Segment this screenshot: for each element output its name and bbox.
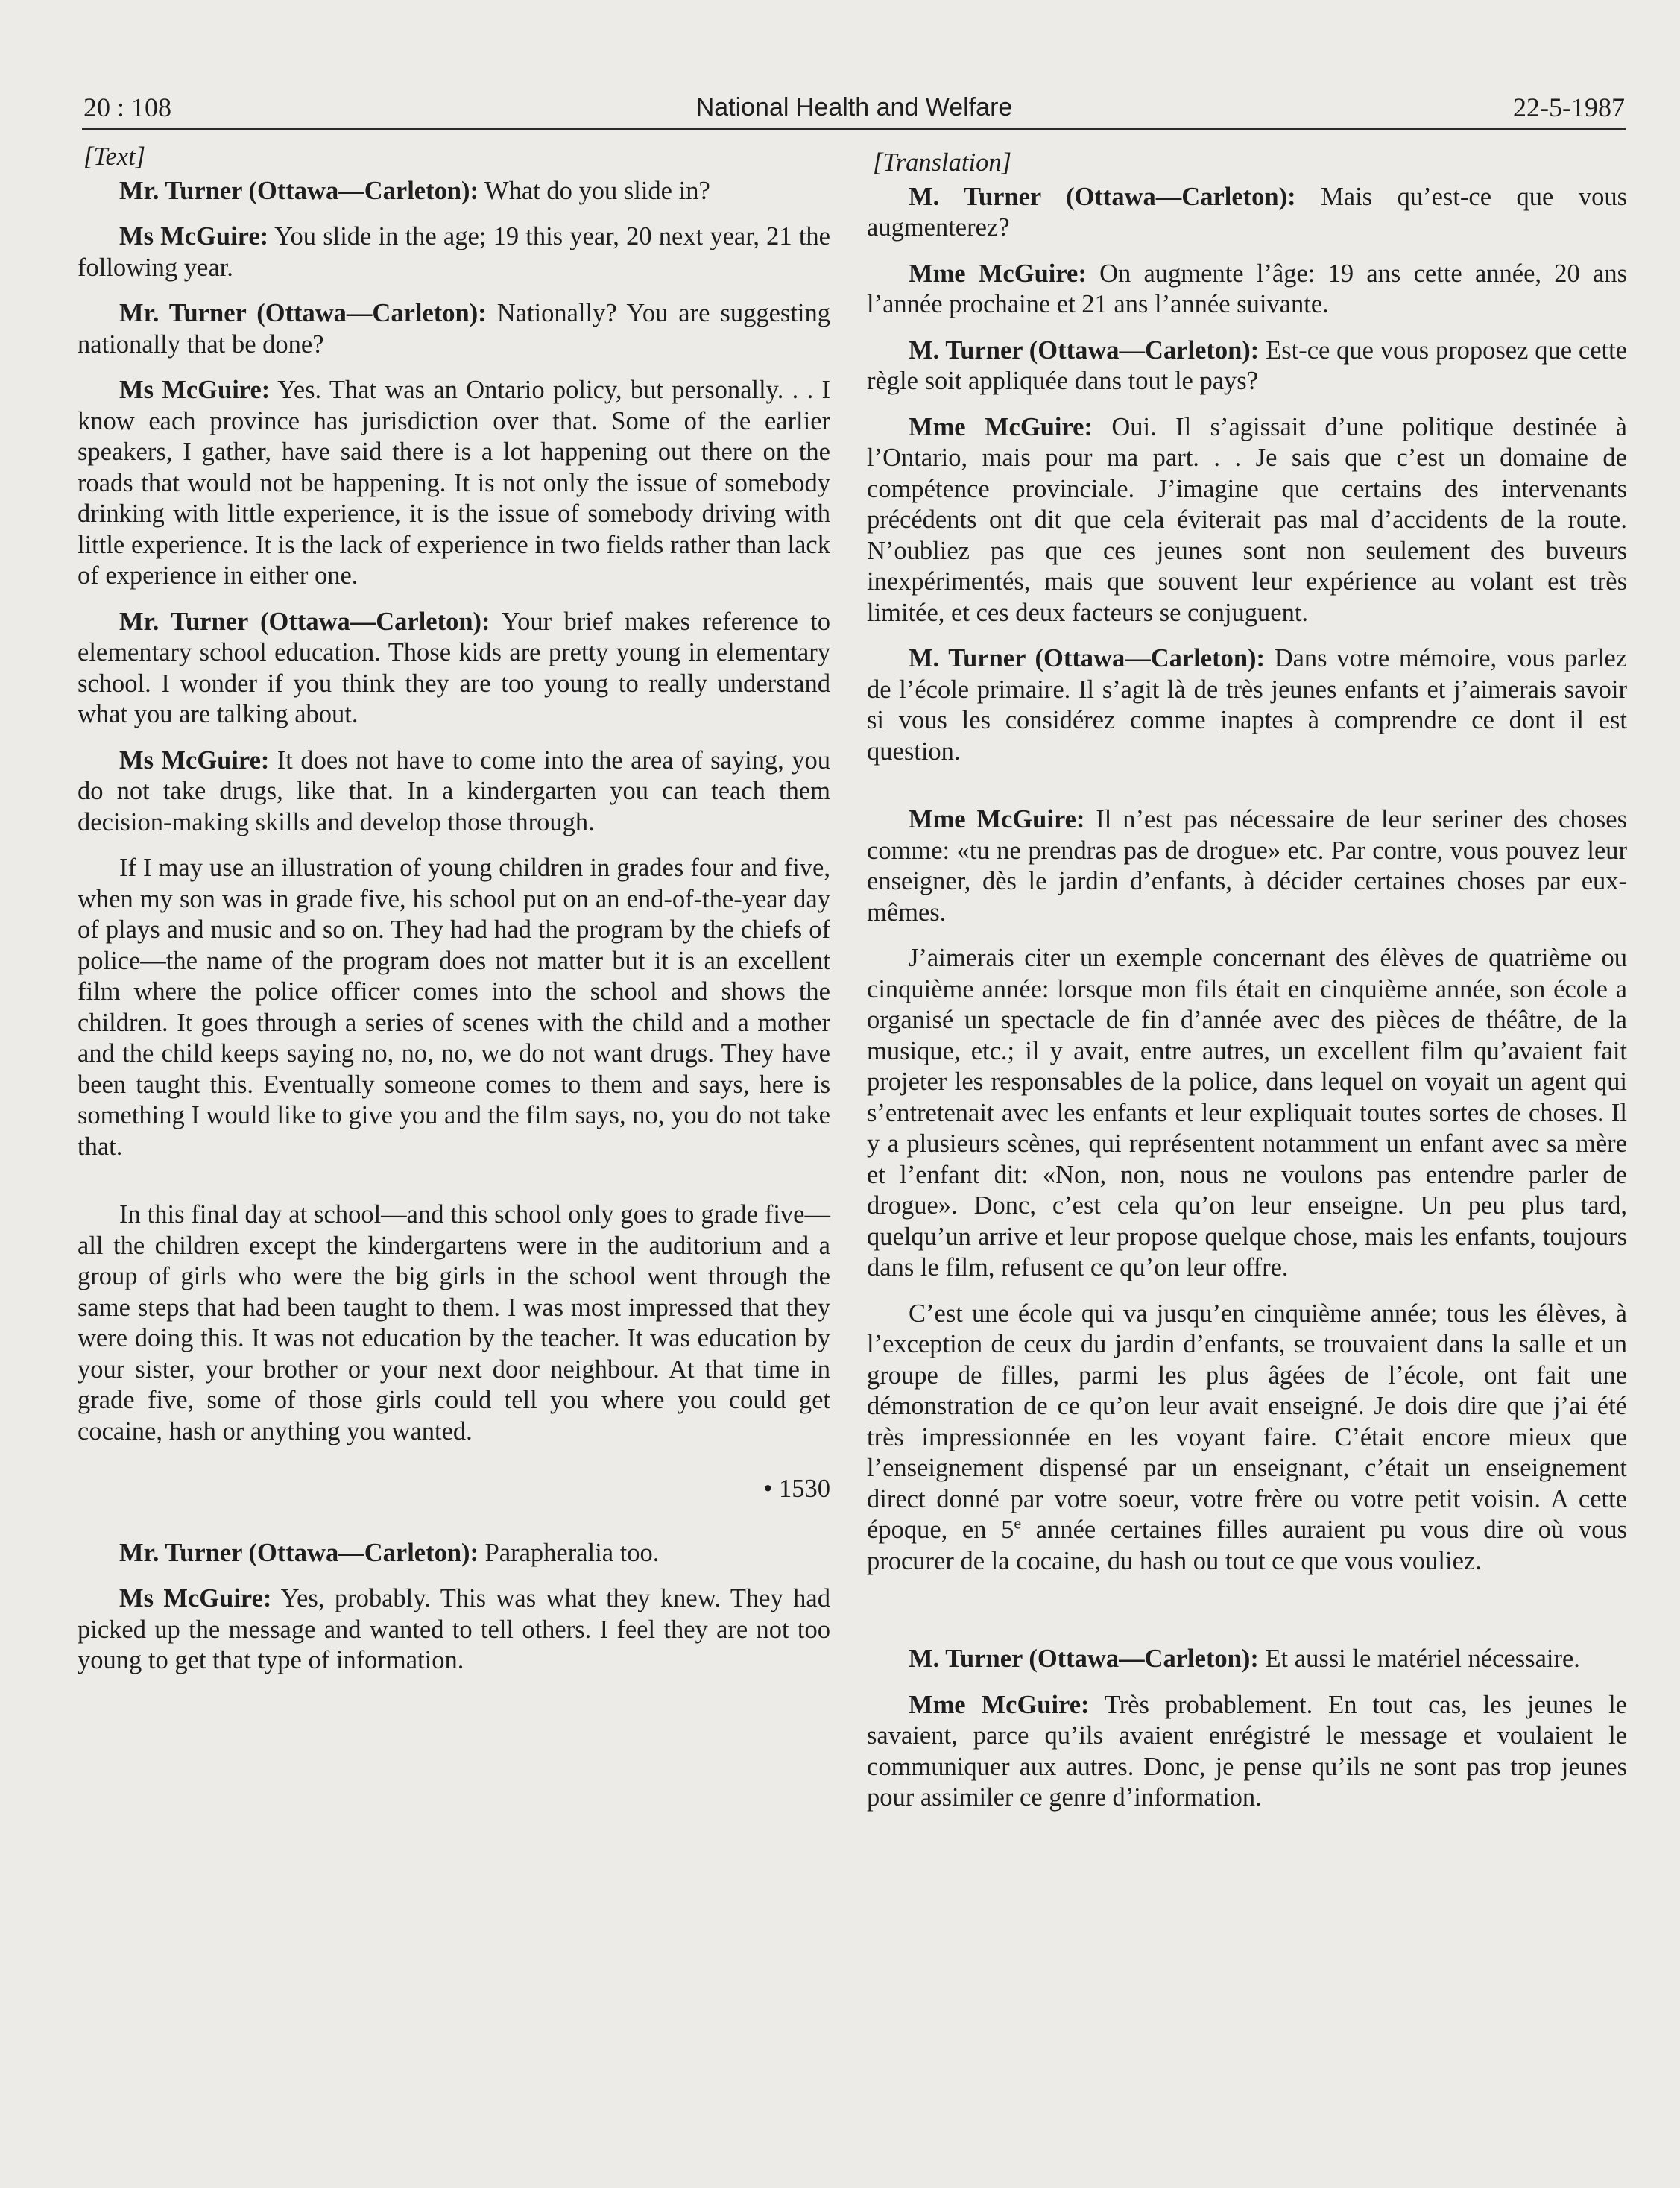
transcript-turn xyxy=(78,1583,830,1677)
paragraph-ecole-part-2: année certaines filles auraient pu vous dire où vous procurer de la cocaine, du hash ou tout ce que vous vouliez. xyxy=(867,1516,1627,1575)
turn-text: Très probablement. En tout cas, les jeunes le savaient, parce qu’ils avaient enrégistré le message et voulaient le communiquer aux autres. Donc, je pense qu’ils ne sont pas trop jeunes pour assimiler ce genre d’information. xyxy=(867,1690,1627,1812)
transcript-turn xyxy=(78,607,830,731)
paragraph-ecole xyxy=(867,1299,1627,1577)
speaker-name: Mme McGuire: xyxy=(909,805,1085,833)
page-header xyxy=(82,75,1626,130)
transcript-turn xyxy=(867,182,1627,244)
speaker-name: Ms McGuire: xyxy=(119,376,271,404)
turn-text: On augmente l’âge: 19 ans cette année, 20 ans l’année prochaine et 21 ans l’année suivante. xyxy=(867,259,1627,318)
speaker-name: Mr. Turner (Ottawa—Carleton): xyxy=(119,1538,479,1567)
turn-text: Dans votre mémoire, vous parlez de l’école primaire. Il s’agit là de très jeunes enfants et j’aimerais savoir si vous les considérez comme inaptes à comprendre ce dont il est question. xyxy=(867,644,1627,766)
speaker-name: Mme McGuire: xyxy=(909,259,1087,288)
paragraph-exemple: J’aimerais citer un exemple concernant des élèves de quatrième ou cinquième année: lorsque mon fils était en cinquième année, son école a organisé un spectacle de fin d’année avec des pièces de théâtre, de la musique, etc.; il y avait, entre autres, un excellent film qu’avaient fait projeter les responsables de la police, dans lequel on voyait un agent qui s’entretenait avec les enfants et leur expliquait toutes sortes de choses. Il y a plusieurs scènes, qui représentent notamment un enfant avec sa mère et l’enfant dit: «Non, non, nous ne voulons pas entendre parler de drogue». Donc, c’est cela qu’on leur enseigne. Un peu plus tard, quelqu’un arrive et leur propose quelque chose, mais les enfants, toujours dans le film, refusent ce qu’on leur offre. xyxy=(867,944,1627,1281)
transcript-turn xyxy=(78,298,830,360)
turn-text: Oui. Il s’agissait d’une politique destinée à l’Ontario, mais pour ma part. . . Je sais que c’est un domaine de compétence provinciale. J’imagine que certains des intervenants précédents ont dit que cela éviterait pas mal d’accidents de la route. N’oubliez pas que ces jeunes sont non seulement des buveurs inexpérimentés, mais que souvent leur expérience au volant est très limitée, et ces deux facteurs se conjuguent. xyxy=(867,412,1627,627)
turn-text: Et aussi le matériel nécessaire. xyxy=(1258,1645,1580,1673)
committee-title: National Health and Welfare xyxy=(695,93,1013,122)
speaker-name: Mme McGuire: xyxy=(909,1690,1090,1719)
section-label-translation: [Translation] xyxy=(873,148,1011,177)
paragraph-illustration: If I may use an illustration of young children in grades four and five, when my son was in grade five, his school put on an end-of-the-year day of plays and music and so on. They had had the program by the chiefs of police—the name of the program does not matter but it is an excellent film where the police officer comes into the school and shows the children. It goes through a series of scenes with the child and a mother and the child keeps saying no, no, no, we do not want drugs. They have been taught this. Eventually someone comes to them and says, here is something I would like to give you and the film says, no, you do not take that. xyxy=(78,854,830,1161)
transcript-turn xyxy=(867,335,1627,397)
speaker-name: M. Turner (Ottawa—Carleton): xyxy=(909,335,1260,365)
transcript-turn xyxy=(78,176,830,207)
french-column xyxy=(867,148,1627,2153)
turn-text: What do you slide in? xyxy=(479,176,710,205)
turn-text: It does not have to come into the area of saying, you do not take drugs, like that. In a kindergarten you can teach them decision-making skills and develop those through. xyxy=(78,745,830,836)
transcript-turn xyxy=(78,1538,830,1569)
turn-text: Your brief makes reference to elementary school education. Those kids are pretty young in elementary school. I wonder if you think they are too young to really understand what you are talking about. xyxy=(78,607,830,728)
turn-text: Est-ce que vous proposez que cette règle soit appliquée dans tout le pays? xyxy=(867,335,1627,395)
page-number: 20 : 108 xyxy=(83,92,172,122)
ordinal-superscript: e xyxy=(1014,1513,1022,1533)
transcript-turn xyxy=(78,375,830,592)
transcript-turn xyxy=(867,1644,1627,1675)
speaker-name: Mr. Turner (Ottawa—Carleton): xyxy=(119,299,487,327)
time-marker: • 1530 xyxy=(763,1475,830,1503)
speaker-name: Mme McGuire: xyxy=(909,412,1093,441)
turn-text: Nationally? You are suggesting nationally that be done? xyxy=(78,299,830,359)
turn-text: Mais qu’est-ce que vous augmenterez? xyxy=(867,182,1627,242)
speaker-name: Mr. Turner (Ottawa—Carleton): xyxy=(119,176,479,205)
session-date: 22-5-1987 xyxy=(1513,92,1625,122)
turn-text: Yes. That was an Ontario policy, but personally. . . I know each province has jurisdiction over that. Some of the earlier speakers, I gather, have said there is a lot happening out there on the roads that would not be happening. It is not only the issue of somebody drinking with little experience, it is the issue of somebody driving with little experience. It is the lack of experience in two fields rather than lack of experience in either one. xyxy=(78,376,830,590)
transcript-turn xyxy=(867,804,1627,928)
transcript-turn xyxy=(78,221,830,283)
speaker-name: M. Turner (Ottawa—Carleton): xyxy=(909,644,1265,672)
speaker-name: M. Turner (Ottawa—Carleton): xyxy=(909,182,1296,211)
english-column xyxy=(78,142,830,2147)
speaker-name: Mr. Turner (Ottawa—Carleton): xyxy=(119,607,490,636)
speaker-name: M. Turner (Ottawa—Carleton): xyxy=(909,1645,1259,1673)
transcript-turn xyxy=(867,259,1627,321)
transcript-turn xyxy=(867,1690,1627,1814)
paragraph-ecole-part-1: C’est une école qui va jusqu’en cinquième année; tous les élèves, à l’exception de ceux du jardin d’enfants, se trouvaient dans la salle et un groupe de filles, parmi les plus âgées de l’école, ont fait une démonstration de ce qu’on leur avait enseigné. Je dois dire que j’ai été très impressionnée en les voyant faire. C’était encore mieux que l’enseignement dispensé par un enseignant, c’était un enseignement direct donné par votre soeur, votre frère ou votre petit voisin. A cette époque, en 5 xyxy=(867,1299,1627,1544)
turn-text: Yes, probably. This was what they knew. They had picked up the message and wanted to tell others. I feel they are not too young to get that type of information. xyxy=(78,1584,830,1674)
turn-text: You slide in the age; 19 this year, 20 next year, 21 the following year. xyxy=(78,222,830,282)
transcript-turn xyxy=(867,643,1627,767)
speaker-name: Ms McGuire: xyxy=(119,745,270,775)
speaker-name: Ms McGuire: xyxy=(119,1584,272,1612)
paragraph-final-day: In this final day at school—and this school only goes to grade five—all the children except the kindergartens were in the auditorium and a group of girls who were the big girls in the school went through the same steps that had been taught to them. I was most impressed that they were doing this. It was not education by the teacher. It was education by your sister, your brother or your next door neighbour. At that time in grade five, some of those girls could tell you where you could get cocaine, hash or anything you wanted. xyxy=(78,1200,830,1445)
turn-text: Parapheralia too. xyxy=(479,1538,660,1567)
transcript-turn xyxy=(78,745,830,839)
turn-text: Il n’est pas nécessaire de leur seriner des choses comme: «tu ne prendras pas de drogue» etc. Par contre, vous pouvez leur enseigner, dès le jardin d’enfants, à décider certaines choses par eux-mêmes. xyxy=(867,805,1627,927)
transcript-turn xyxy=(867,412,1627,629)
section-label-text: [Text] xyxy=(83,142,146,171)
speaker-name: Ms McGuire: xyxy=(119,222,269,250)
